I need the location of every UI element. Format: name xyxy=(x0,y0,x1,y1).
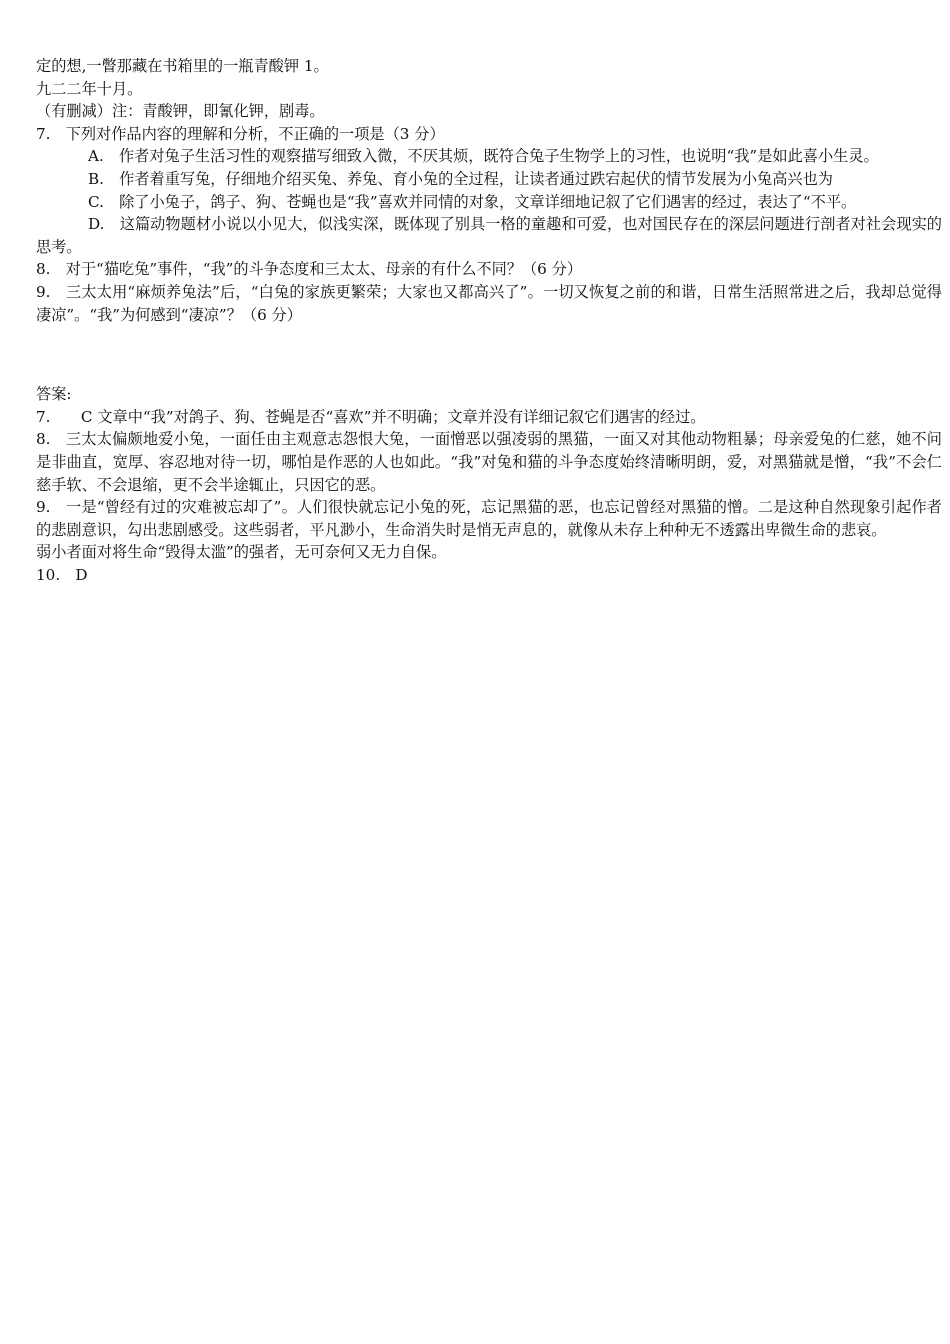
option-b: B. 作者着重写兔，仔细地介绍买兔、养兔、育小兔的全过程，让读者通过跌宕起伏的情节发展为小兔高兴也为 xyxy=(88,169,833,188)
passage-date: 九二二年十月。 xyxy=(36,79,143,98)
option-c: C. 除了小兔子，鸽子、狗、苍蝇也是“我”喜欢并同情的对象，文章详细地记叙了它们遇害的经过，表达了“不平。 xyxy=(88,192,857,211)
answer-9-continued: 弱小者面对将生命“毁得太滥”的强者，无可奈何又无力自保。 xyxy=(36,543,447,562)
answer-9: 9. 一是“曾经有过的灾难被忘却了”。人们很快就忘记小兔的死，忘记黑猫的恶，也忘记曾经对黑猫的憎。二是这种自然现象引起作者的悲剧意识，勾出悲剧感受。这些弱者，平凡渺小，生命消失时是悄无声息的，就像从未存上种种无不透露出卑微生命的悲哀。 xyxy=(36,498,942,539)
spacer xyxy=(36,326,942,383)
question-9: 9. 三太太用“麻烦养兔法”后，“白兔的家族更繁荣；大家也又都高兴了”。一切又恢复之前的和谐，日常生活照常进之后，我却总觉得凄凉”。“我”为何感到“凄凉”？（6 分） xyxy=(36,282,942,324)
question-7: 7. 下列对作品内容的理解和分析，不正确的一项是（3 分） xyxy=(36,124,445,143)
answer-8: 8. 三太太偏颇地爱小兔，一面任由主观意志怨恨大兔，一面憎恶以强凌弱的黑猫，一面又对其他动物粗暴；母亲爱兔的仁慈，她不问是非曲直，宽厚、容忍地对待一切，哪怕是作恶的人也如此。“我”对兔和猫的斗争态度始终清晰明朗，爱，对黑猫就是憎，“我”不会仁慈手软、不会退缩，更不会半途辄止，只因它的恶。 xyxy=(36,430,942,494)
option-d: D. 这篇动物题材小说以小见大，似浅实深，既体现了别具一格的童趣和可爱，也对国民存在的深层问题进行剖者对社会现实的思考。 xyxy=(36,215,942,256)
passage-last-line: 定的想,一瞥那藏在书箱里的一瓶青酸钾 1。 xyxy=(36,57,329,75)
answers-heading: 答案: xyxy=(36,385,72,404)
passage-note: （有删减）注：青酸钾，即氰化钾，剧毒。 xyxy=(36,102,325,121)
document-page xyxy=(36,55,942,586)
question-8: 8. 对于“猫吃兔”事件，“我”的斗争态度和三太太、母亲的有什么不同？（6 分） xyxy=(36,260,583,279)
answer-10: 10. D xyxy=(36,565,88,584)
answer-7: 7. C 文章中“我”对鸽子、狗、苍蝇是否“喜欢”并不明确；文章并没有详细记叙它们遇害的经过。 xyxy=(36,407,706,426)
option-a: A. 作者对兔子生活习性的观察描写细致入微，不厌其烦，既符合兔子生物学上的习性，也说明“我”是如此喜小生灵。 xyxy=(88,147,879,166)
